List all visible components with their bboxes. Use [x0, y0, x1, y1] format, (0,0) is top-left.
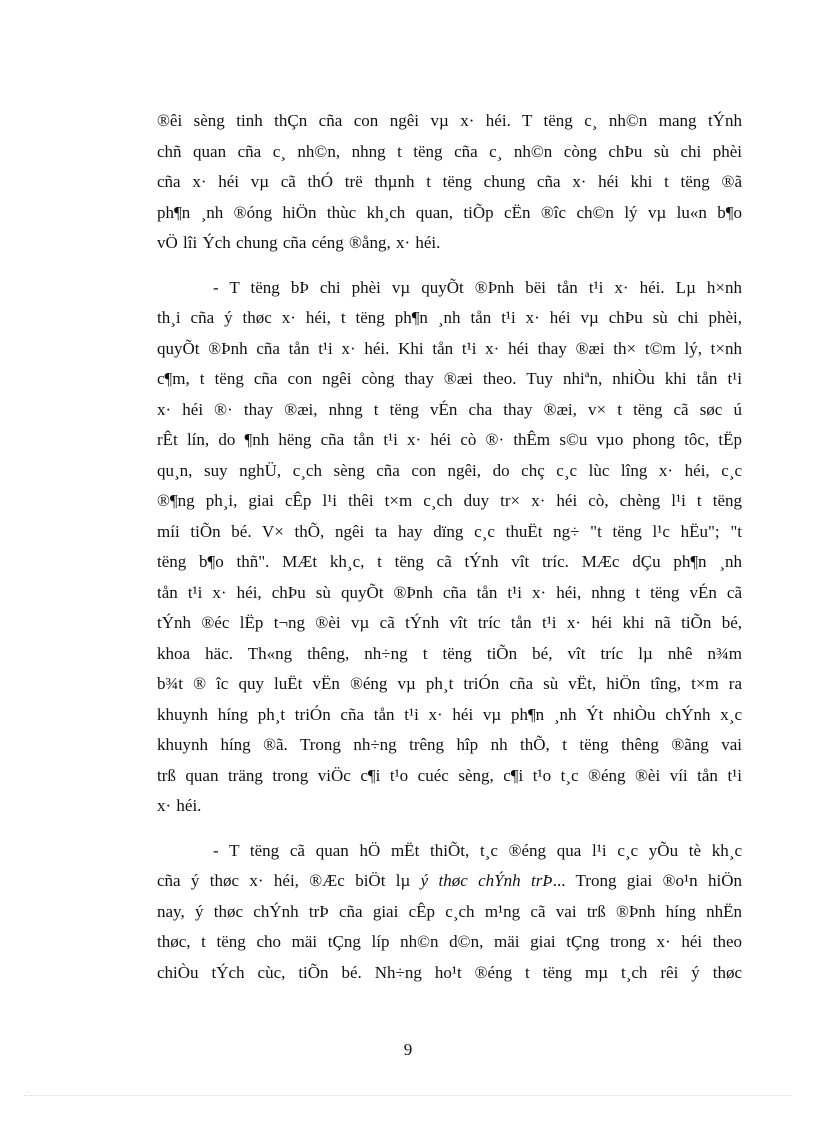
italic-term: ý thøc chÝnh trÞ [420, 871, 553, 890]
text-fragment: ... Trong giai ®o¹n hiÖn [552, 871, 742, 890]
text-line: trß quan träng trong viÖc c¶i t¹o cuéc sèng, c¶i t¹o t¸c ®éng ®èi víi tån t¹i [157, 765, 742, 785]
text-line: quyÕt ®Þnh cña tån t¹i x· héi. Khi tån t¹i x· héi thay ®æi th× t©m lý, t×nh [157, 338, 742, 358]
text-line: x· héi ®· thay ®æi, nhng t tëng vÉn cha thay ®æi, v× t tëng cã søc ú [157, 399, 742, 419]
paragraph-3 [157, 836, 742, 989]
text-line: c¶m, t tëng cña con ngêi còng thay ®æi theo. Tuy nhiªn, nhiÒu khi tån t¹i [157, 369, 742, 388]
text-line: th¸i cña ý thøc x· héi, t tëng ph¶n ¸nh tån t¹i x· héi vµ chÞu sù chi phèi, [157, 308, 742, 327]
paragraph-1 [157, 106, 742, 259]
text-line: thøc, t tëng cho mäi tÇng líp nh©n d©n, mäi giai tÇng trong x· héi theo [157, 932, 742, 951]
text-line-with-italic [157, 866, 742, 897]
footer-divider [24, 1095, 792, 1096]
text-line: qu¸n, suy nghÜ, c¸ch sèng cña con ngêi, do chç c¸c lùc lîng x· héi, c¸c [157, 460, 742, 480]
text-line: x· héi. [157, 796, 202, 815]
paragraph-2 [157, 273, 742, 822]
page-number: 9 [403, 1040, 413, 1059]
text-line: ph¶n ¸nh ®óng hiÖn thùc kh¸ch quan, tiÕp cËn ®îc ch©n lý vµ lu«n b¶o [157, 202, 742, 222]
text-fragment: cña ý thøc x· héi, ®Æc biÖt lµ [157, 871, 421, 890]
text-line: míi tiÕn bé. V× thÕ, ngêi ta hay dïng c¸c thuËt ng÷ "t tëng l¹c hËu"; "t [157, 521, 742, 541]
text-line: nay, ý thøc chÝnh trÞ cña giai cÊp c¸ch m¹ng cã vai trß ®Þnh híng nhËn [157, 901, 742, 921]
text-line: chñ quan cña c¸ nh©n, nhng t tëng cña c¸ nh©n còng chÞu sù chi phèi [157, 141, 742, 161]
text-line: b¾t ® îc quy luËt vËn ®éng vµ ph¸t triÓn cña sù vËt, hiÖn tîng, t×m ra [157, 674, 742, 693]
text-line: ®¶ng ph¸i, giai cÊp l¹i thêi t×m c¸ch duy tr× x· héi cò, chèng l¹i t tëng [157, 491, 742, 510]
text-line: khuynh híng ®ã. Trong nh÷ng trêng hîp nh thÕ, t tëng thêng ®ãng vai [157, 735, 742, 754]
text-line: - T tëng bÞ chi phèi vµ quyÕt ®Þnh bëi tån t¹i x· héi. Lµ h×nh [213, 277, 742, 297]
text-line: rÊt lín, do ¶nh hëng cña tån t¹i x· héi cò ®· thÊm s©u vµo phong tôc, tËp [157, 430, 742, 449]
text-line: khuynh híng ph¸t triÓn cña tån t¹i x· héi vµ ph¶n ¸nh Ýt nhiÒu chÝnh x¸c [157, 704, 742, 724]
text-line: tån t¹i x· héi, chÞu sù quyÕt ®Þnh cña tån t¹i x· héi, nhng t tëng vÉn cã [157, 582, 742, 602]
text-line: - T tëng cã quan hÖ mËt thiÕt, t¸c ®éng qua l¹i c¸c yÕu tè kh¸c [213, 840, 742, 860]
text-line: cña x· héi vµ cã thÓ trë thµnh t tëng chung cña x· héi khi t tëng ®ã [157, 172, 742, 191]
text-line: tëng b¶o thñ". MÆt kh¸c, t tëng cã tÝnh vît tríc. MÆc dÇu ph¶n ¸nh [157, 552, 742, 571]
text-line: chiÒu tÝch cùc, tiÕn bé. Nh÷ng ho¹t ®éng t tëng mµ t¸ch rêi ý thøc [157, 962, 742, 982]
body-text [157, 106, 742, 1002]
text-line: khoa häc. Th«ng thêng, nh÷ng t tëng tiÕn bé, vît tríc lµ nhê n¾m [157, 643, 742, 663]
text-line: ®êi sèng tinh thÇn cña con ngêi vµ x· héi. T tëng c¸ nh©n mang tÝnh [157, 111, 742, 130]
text-line: tÝnh ®éc lËp t¬ng ®èi vµ cã tÝnh vît tríc tån t¹i x· héi khi nã tiÕn bé, [157, 613, 742, 632]
text-line: vÖ lîi Ých chung cña céng ®ång, x· héi. [157, 233, 441, 252]
